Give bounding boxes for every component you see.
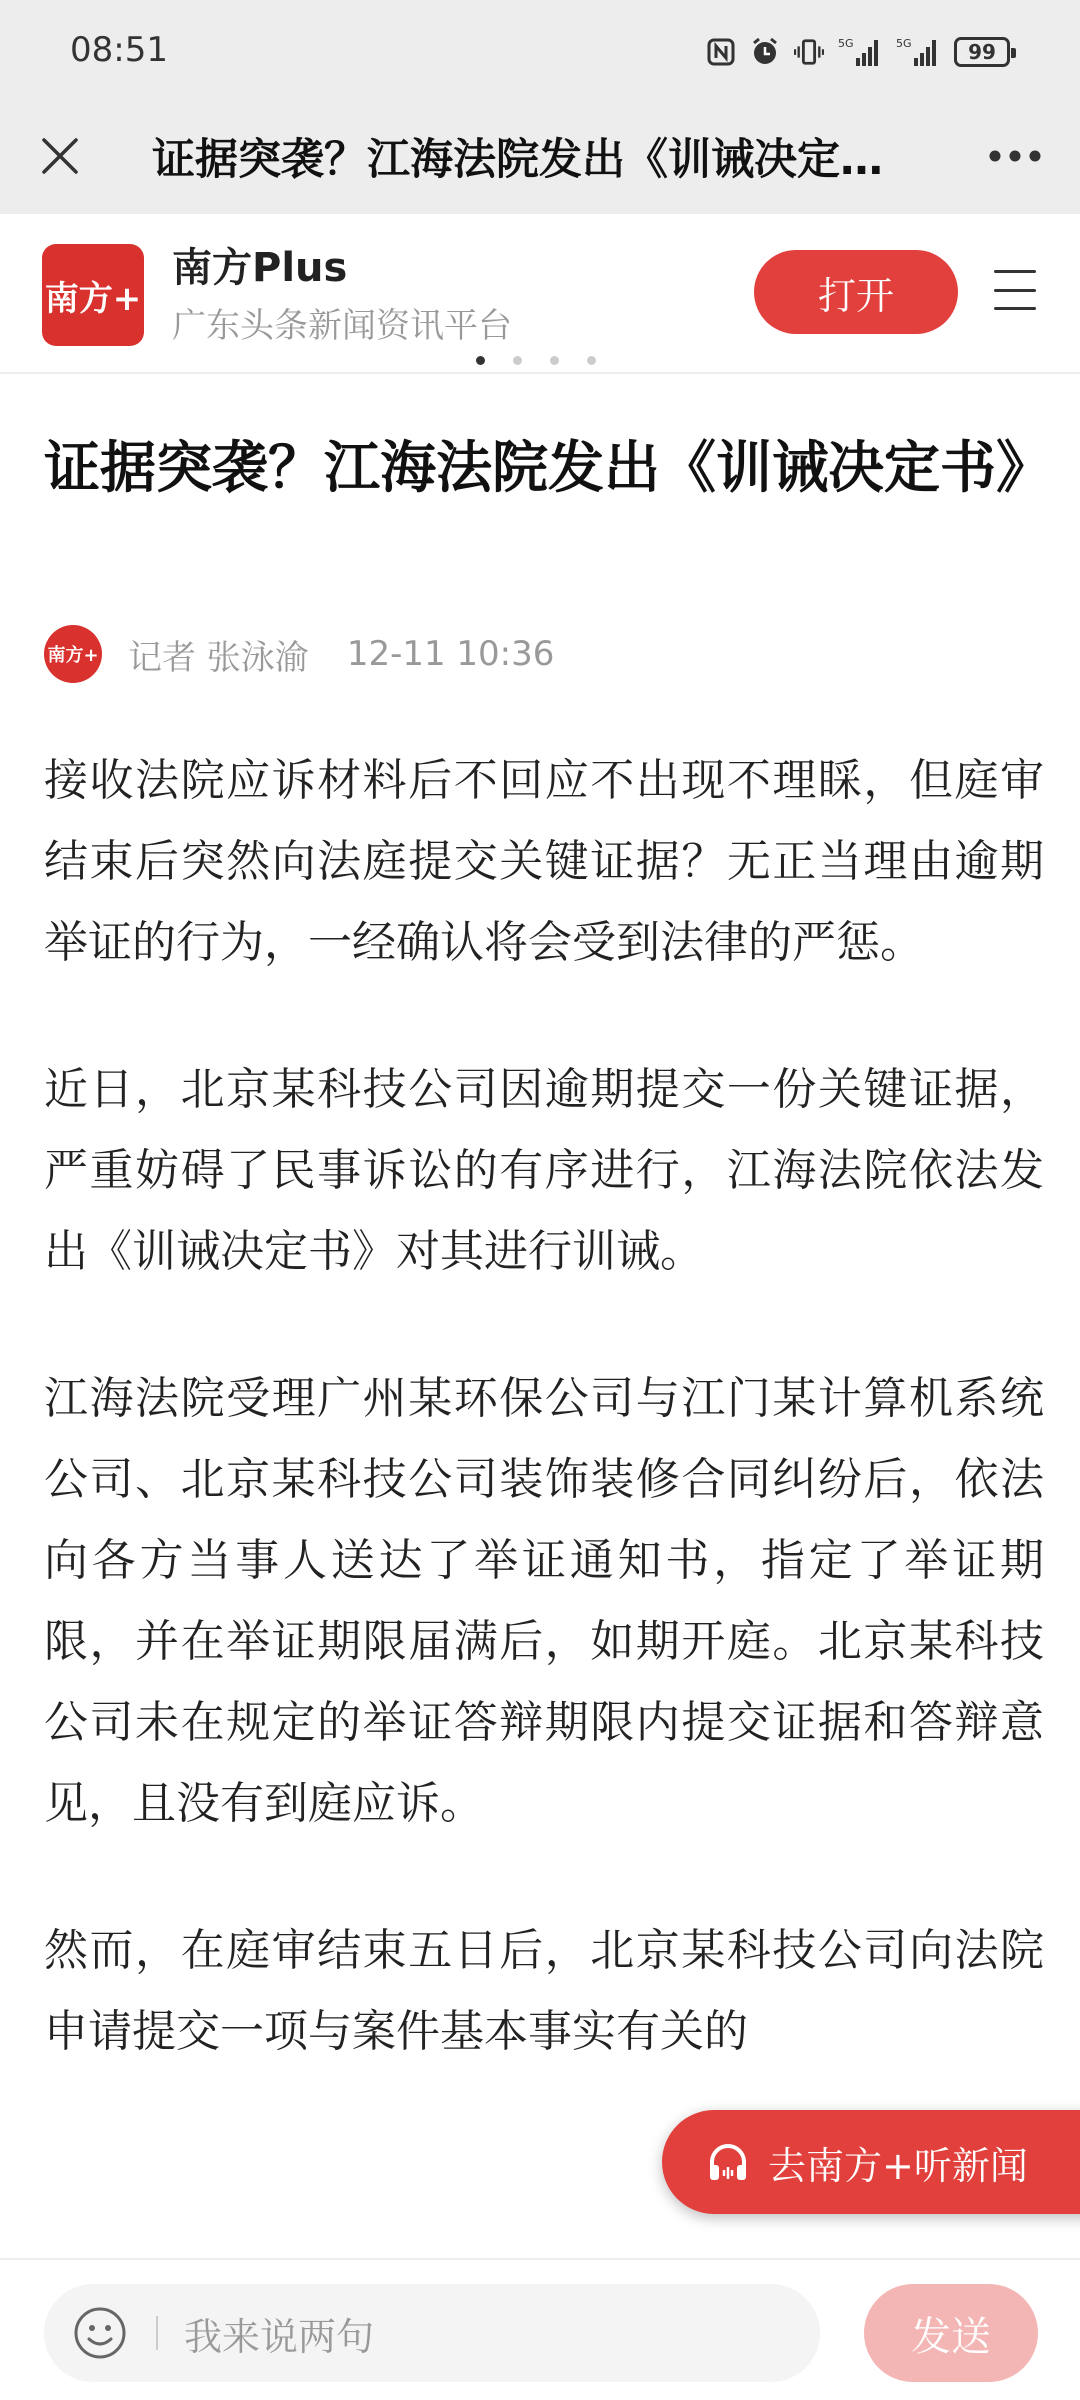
open-app-button[interactable]: 打开 (754, 250, 958, 334)
signal-icon (896, 36, 940, 68)
comment-input[interactable] (44, 2284, 820, 2382)
signal-icon (838, 36, 882, 68)
send-button[interactable]: 发送 (864, 2284, 1038, 2382)
battery-level: 99 (968, 40, 996, 64)
listen-news-button[interactable] (662, 2110, 1080, 2214)
comment-bar (0, 2258, 1080, 2400)
source-avatar-text: 南方+ (47, 645, 99, 666)
listen-news-label: 去南方+听新闻 (768, 2143, 1028, 2188)
byline (44, 624, 554, 684)
status-bar (0, 0, 1080, 100)
menu-icon[interactable] (990, 260, 1040, 320)
page-title: 证据突袭？江海法院发出《训诫决定… (152, 135, 883, 185)
more-icon (988, 149, 1042, 163)
article-body (44, 740, 1044, 2138)
carousel-dot (587, 356, 596, 365)
app-name: 南方Plus (172, 245, 348, 291)
paragraph: 近日，北京某科技公司因逾期提交一份关键证据，严重妨碍了民事诉讼的有序进行，江海法院依法发出《训诫决定书》对其进行训诫。 (44, 1064, 1044, 1277)
headphones-icon (704, 2138, 752, 2186)
close-icon (40, 136, 80, 176)
title-bar (0, 100, 1080, 214)
battery-icon (954, 37, 1010, 67)
source-avatar[interactable] (44, 625, 102, 683)
app-logo (42, 244, 144, 346)
svg-text:5G: 5G (896, 37, 912, 50)
svg-text:5G: 5G (838, 37, 854, 50)
author: 记者 张泳渝 (128, 637, 309, 678)
input-divider (156, 2316, 158, 2350)
publish-date: 12-11 10:36 (346, 634, 555, 674)
paragraph: 江海法院受理广州某环保公司与江门某计算机系统公司、北京某科技公司装饰装修合同纠纷后，依法向各方当事人送达了举证通知书，指定了举证期限，并在举证期限届满后，如期开庭。北京某科技公司未在规定的举证答辩期限内提交证据和答辩意见，且没有到庭应诉。 (44, 1373, 1044, 1829)
app-banner (0, 214, 1080, 374)
carousel-dot (550, 356, 559, 365)
paragraph: 接收法院应诉材料后不回应不出现不理睬，但庭审结束后突然向法庭提交关键证据？无正当理由逾期举证的行为，一经确认将会受到法律的严惩。 (44, 755, 1044, 968)
carousel-dot (476, 356, 485, 365)
comment-placeholder: 我来说两句 (184, 2314, 375, 2359)
status-time: 08:51 (70, 30, 168, 70)
emoji-icon[interactable] (72, 2305, 128, 2361)
carousel-dot (513, 356, 522, 365)
status-icons (706, 30, 1010, 74)
vibrate-icon (794, 36, 824, 68)
close-button[interactable] (28, 124, 92, 188)
app-slogan: 广东头条新闻资讯平台 (172, 306, 512, 346)
alarm-icon (750, 36, 780, 68)
carousel-indicator (476, 356, 596, 365)
more-button[interactable] (978, 124, 1052, 188)
app-logo-text: 南方+ (44, 278, 142, 319)
nfc-icon (706, 36, 736, 68)
paragraph: 然而，在庭审结束五日后，北京某科技公司向法院申请提交一项与案件基本事实有关的 (44, 1925, 1044, 2057)
article-title: 证据突袭？江海法院发出《训诫决定书》 (44, 436, 1052, 501)
